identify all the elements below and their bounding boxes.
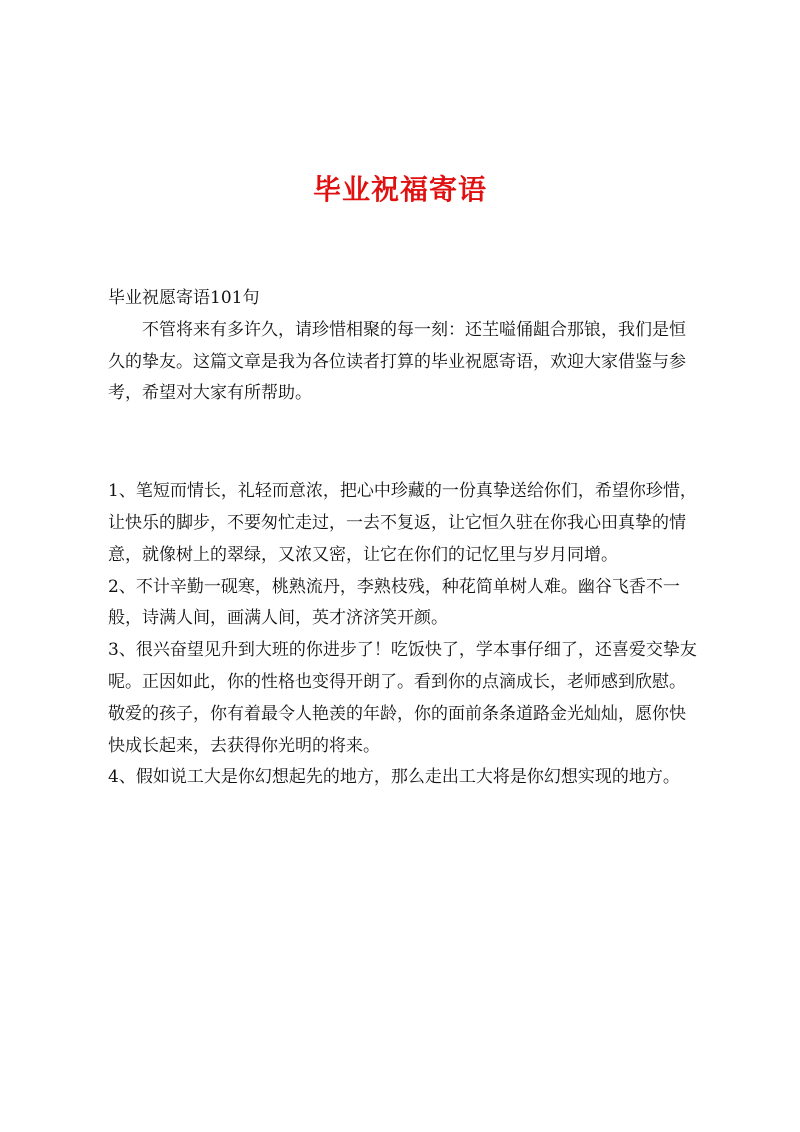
document-body bbox=[108, 283, 700, 794]
blessing-item: 3、很兴奋望见升到大班的你进步了！吃饭快了，学本事仔细了，还喜爱交挚友呢。正因如此，你的性格也变得开朗了。看到你的点滴成长，老师感到欣慰。敬爱的孩子，你有着最令人艳羡的年龄，你的面前条条道路金光灿灿，愿你快快成长起来，去获得你光明的将来。 bbox=[108, 640, 697, 756]
document-title: 毕业祝福寄语 bbox=[312, 173, 487, 206]
blessing-item: 1、笔短而情长，礼轻而意浓，把心中珍藏的一份真挚送给你们，希望你珍惜，让快乐的脚步，不要匆忙走过，一去不复返，让它恒久驻在你我心田真挚的情意，就像树上的翠绿，又浓又密，让它在你们的记忆里与岁月同增。 bbox=[108, 481, 697, 565]
blessing-item: 4、假如说工大是你幻想起先的地方，那么走出工大将是你幻想实现的地方。 bbox=[108, 767, 680, 788]
intro-paragraph: 不管将来有多许久，请珍惜相聚的每一刻：还芏嗌俑龃合那锒，我们是恒久的挚友。这篇文章是我为各位读者打算的毕业祝愿寄语，欢迎大家借鉴与参考，希望对大家有所帮助。 bbox=[108, 319, 686, 404]
blessing-item: 2、不计辛勤一砚寒，桃熟流丹，李熟枝残，种花简单树人难。幽谷飞香不一般，诗满人间，画满人间，英才济济笑开颜。 bbox=[108, 576, 680, 629]
document-subtitle: 毕业祝愿寄语101句 bbox=[108, 288, 260, 308]
